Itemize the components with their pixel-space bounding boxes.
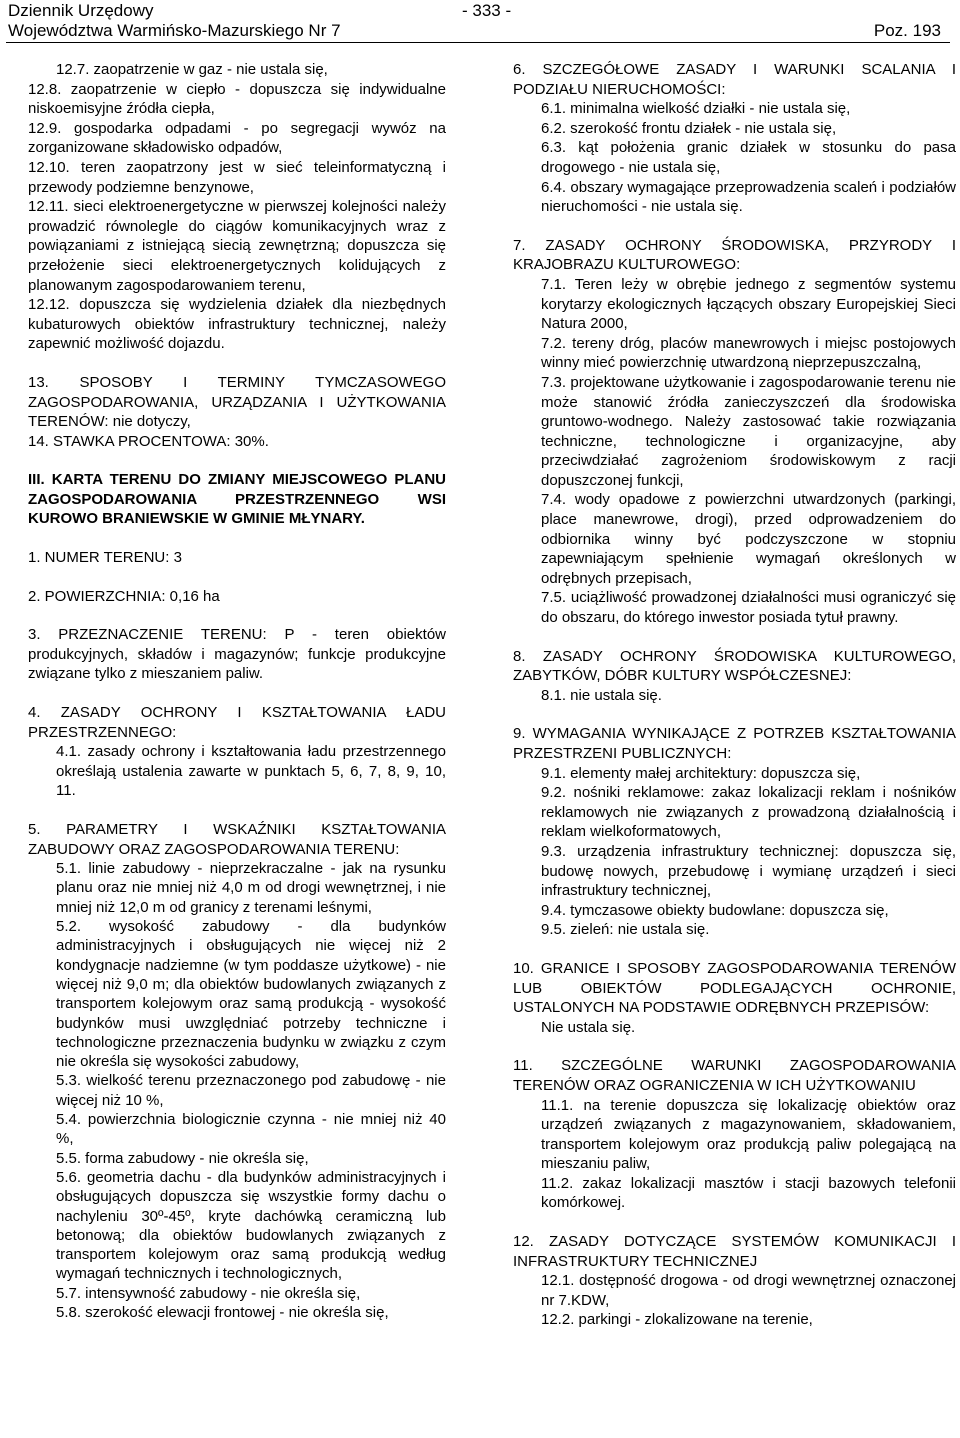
paragraph-12-8: 12.8. zaopatrzenie w ciepło - dopuszcza się indywidualne niskoemisyjne źródła ciepła, — [28, 80, 446, 118]
item-5-4: 5.4. powierzchnia biologicznie czynna - nie mniej niż 40 %, — [56, 1111, 446, 1148]
item-12-1: 12.1. dostępność drogowa - od drogi wewnętrznej oznaczonej nr 7.KDW, — [541, 1272, 956, 1309]
item-6-4: 6.4. obszary wymagające przeprowadzenia scaleń i podziałów nieruchomości - nie ustala się. — [541, 178, 956, 216]
item-5-1: 5.1. linie zabudowy - nieprzekraczalne - jak na rysunku planu oraz nie mniej niż 4,0 m od drogi wewnętrznej, i nie mniej niż 12,0 m od granicy z terenami leśnymi, — [56, 860, 446, 916]
item-5-8: 5.8. szerokość elewacji frontowej - nie określa się, — [56, 1304, 389, 1322]
item-9-2: 9.2. nośniki reklamowe: zakaz lokalizacji reklam i nośników reklamowych nie związanych z prowadzoną działalnością i reklam wielkoformatowych, — [541, 784, 956, 841]
paragraph-12-7: 12.7. zaopatrzenie w gaz - nie ustala się, — [56, 61, 328, 78]
item-8-heading: 8. ZASADY OCHRONY ŚRODOWISKA KULTUROWEGO, ZABYTKÓW, DÓBR KULTURY WSPÓŁCZESNEJ: — [513, 647, 956, 685]
item-5-5: 5.5. forma zabudowy - nie określa się, — [56, 1149, 309, 1167]
item-7-2: 7.2. tereny dróg, placów manewrowych i miejsc postojowych winny mieć powierzchnię utwardzoną nieprzepuszczalną, — [541, 334, 956, 372]
item-5-heading: 5. PARAMETRY I WSKAŹNIKI KSZTAŁTOWANIA ZABUDOWY ORAZ ZAGOSPODAROWANIA TERENU: — [28, 821, 446, 858]
left-column — [28, 60, 446, 1322]
paragraph-12-9: 12.9. gospodarka odpadami - po segregacji wywóz na zorganizowane składowisko odpadów, — [28, 119, 446, 157]
item-6-3: 6.3. kąt położenia granic działek w stosunku do pasa drogowego - nie ustala się, — [541, 139, 956, 176]
item-7-1: 7.1. Teren leży w obrębie jednego z segmentów systemu korytarzy ekologicznych łączących obszary Europejskiej Sieci Natura 2000, — [541, 275, 956, 333]
paragraph-12-11: 12.11. sieci elektroenergetyczne w pierwszej kolejności należy prowadzić równolegle do ciągów komunikacyjnych wraz z powiązaniami z istniejącą siecią zewnętrzną; dopuszcza się przełożenie sieci elektroenergetycznych kolidujących z planowanym zagospodarowaniem terenu, — [28, 198, 446, 294]
paragraph-13: 13. SPOSOBY I TERMINY TYMCZASOWEGO ZAGOSPODAROWANIA, URZĄDZANIA I UŻYTKOWANIA TERENÓW: nie dotyczy, — [28, 373, 446, 431]
item-5-7: 5.7. intensywność zabudowy - nie określa się, — [56, 1284, 361, 1302]
item-6-heading: 6. SZCZEGÓŁOWE ZASADY I WARUNKI SCALANIA I PODZIAŁU NIERUCHOMOŚCI: — [513, 61, 956, 98]
item-10-text: Nie ustala się. — [541, 1018, 636, 1036]
section-iii-heading: III. KARTA TERENU DO ZMIANY MIEJSCOWEGO PLANU ZAGOSPODAROWANIA PRZESTRZENNEGO WSI KUROWO BRANIEWSKIE W GMINIE MŁYNARY. — [28, 471, 446, 528]
item-5-3: 5.3. wielkość terenu przeznaczonego pod zabudowę - nie więcej niż 10 %, — [56, 1072, 446, 1109]
item-4-heading: 4. ZASADY OCHRONY I KSZTAŁTOWANIA ŁADU PRZESTRZENNEGO: — [28, 704, 446, 741]
item-11-heading: 11. SZCZEGÓLNE WARUNKI ZAGOSPODAROWANIA TERENÓW ORAZ OGRANICZENIA W ICH UŻYTKOWANIU — [513, 1057, 956, 1094]
page-header — [0, 0, 960, 44]
item-7-heading: 7. ZASADY OCHRONY ŚRODOWISKA, PRZYRODY I KRAJOBRAZU KULTUROWEGO: — [513, 236, 956, 274]
item-10-heading: 10. GRANICE I SPOSOBY ZAGOSPODAROWANIA TERENÓW LUB OBIEKTÓW PODLEGAJĄCYCH OCHRONIE, USTALONYCH NA PODSTAWIE ODRĘBNYCH PRZEPISÓW: — [513, 959, 956, 1017]
item-8-1: 8.1. nie ustala się. — [541, 686, 662, 704]
item-7-4: 7.4. wody opadowe z powierzchni utwardzonych (parkingi, place manewrowe, drogi), przed odprowadzeniem do odbiornika winny być podczyszczone w stopniu zapewniającym spełnienie wymagań określonych w odrębnych przepisach, — [541, 491, 956, 587]
item-12-2: 12.2. parkingi - zlokalizowane na terenie, — [541, 1311, 813, 1329]
item-3-land-use: 3. PRZEZNACZENIE TERENU: P - teren obiektów produkcyjnych, składów i magazynów; funkcje produkcyjne związane tylko z mieszaniem paliw. — [28, 626, 446, 683]
item-6-2: 6.2. szerokość frontu działek - nie ustala się, — [541, 119, 837, 137]
item-11-1: 11.1. na terenie dopuszcza się lokalizację obiektów oraz urządzeń związanych z magazynowaniem, składowaniem, transportem kolejowym oraz produkcją paliw polegającą na mieszaniu paliw, — [541, 1096, 956, 1173]
header-divider — [6, 42, 950, 43]
item-12-heading: 12. ZASADY DOTYCZĄCE SYSTEMÓW KOMUNIKACJI I INFRASTRUKTURY TECHNICZNEJ — [513, 1233, 956, 1270]
item-9-4: 9.4. tymczasowe obiekty budowlane: dopuszcza się, — [541, 901, 889, 919]
item-9-3: 9.3. urządzenia infrastruktury technicznej: dopuszcza się, budowę nowych, przebudowę i wymianę urządzeń i sieci infrastruktury technicznej, — [541, 842, 956, 900]
paragraph-12-10: 12.10. teren zaopatrzony jest w sieć teleinformatyczną i przewody podziemne benzynowe, — [28, 158, 446, 196]
item-7-3: 7.3. projektowane użytkowanie i zagospodarowanie terenu nie może stanowić źródła zanieczyszczeń dla środowiska gruntowo-wodnego. Należy zastosować takie rozwiązania techniczne, technologiczne i organizacyjne, aby przeciwdziałać zagrożeniom środowiskowym z racji dopuszczonej funkcji, — [541, 373, 956, 489]
item-7-5: 7.5. uciążliwość prowadzonej działalności musi ograniczyć się do obszaru, do którego inwestor posiada tytuł prawny. — [541, 589, 956, 627]
item-1-area-number: 1. NUMER TERENU: 3 — [28, 549, 182, 567]
item-9-5: 9.5. zieleń: nie ustala się. — [541, 921, 710, 939]
item-6-1: 6.1. minimalna wielkość działki - nie ustala się, — [541, 100, 851, 118]
item-9-heading: 9. WYMAGANIA WYNIKAJĄCE Z POTRZEB KSZTAŁTOWANIA PRZESTRZENI PUBLICZNYCH: — [513, 725, 956, 762]
voivodeship-issue: Województwa Warmińsko-Mazurskiego Nr 7 — [8, 21, 341, 40]
item-4-1: 4.1. zasady ochrony i kształtowania ładu przestrzennego określają ustalenia zawarte w punktach 5, 6, 7, 8, 9, 10, 11. — [56, 743, 446, 800]
journal-title: Dziennik Urzędowy — [8, 1, 154, 20]
paragraph-12-12: 12.12. dopuszcza się wydzielenia działek dla niezbędnych kubaturowych obiektów infrastruktury technicznej, należy zapewnić możliwość dojazdu. — [28, 296, 446, 353]
position-number: Poz. 193 — [873, 21, 941, 40]
paragraph-14: 14. STAWKA PROCENTOWA: 30%. — [28, 432, 269, 450]
item-9-1: 9.1. elementy małej architektury: dopuszcza się, — [541, 764, 861, 782]
journal-identity — [8, 1, 341, 41]
item-5-6: 5.6. geometria dachu - dla budynków administracyjnych i obsługujących dopuszcza się wszystkie formy dachu o nachyleniu 30º-45º, kryte dachówką ceramiczną lub betonową; dla obiektów budowlanych związanych z transportem kolejowym oraz samą produkcją według wymagań technicznych i technologicznych, — [56, 1168, 446, 1283]
item-5-2: 5.2. wysokość zabudowy - dla budynków administracyjnych i obsługujących nie więcej niż 2 kondygnacje nadziemne (w tym poddasze użytkowe) - nie więcej niż 9,0 m; dla obiektów budowlanych związanych z transportem kolejowym oraz samą produkcją - wysokość budynków musi uwzględniać potrzeby techniczne i technologiczne przeznaczenia budynku w związku z czym nie określa się wysokości zabudowy, — [56, 918, 446, 1071]
right-column — [513, 60, 956, 1330]
item-2-area-size: 2. POWIERZCHNIA: 0,16 ha — [28, 587, 220, 605]
page-number: - 333 - — [462, 1, 512, 20]
item-11-2: 11.2. zakaz lokalizacji masztów i stacji bazowych telefonii komórkowej. — [541, 1174, 956, 1212]
